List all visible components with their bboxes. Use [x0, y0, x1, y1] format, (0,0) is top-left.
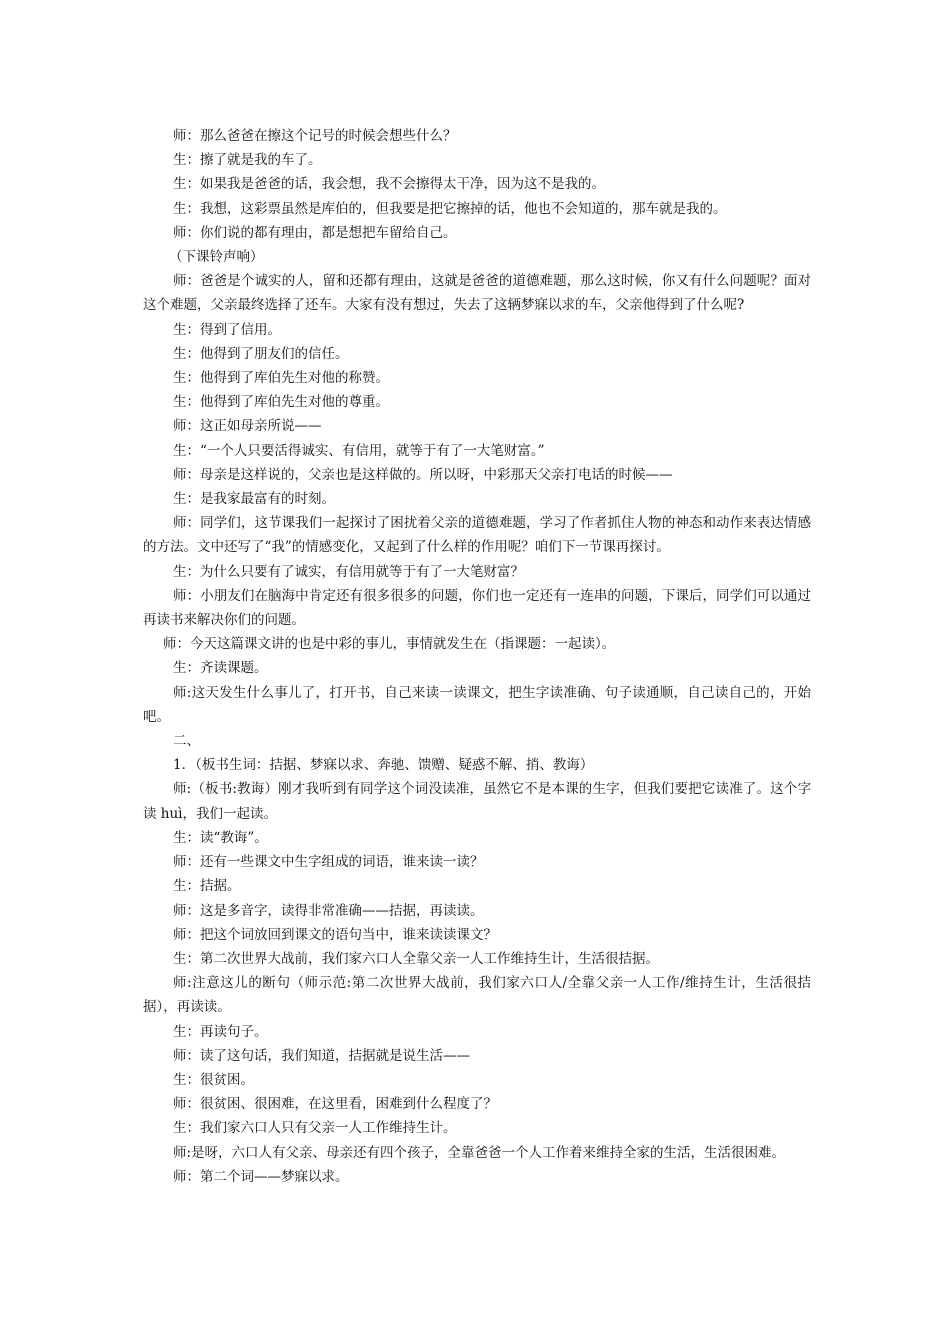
- stage-direction: （下课铃声响）: [169, 249, 264, 266]
- paragraph: 师：很贫困、很困难，在这里看，困难到什么程度了？: [173, 1096, 497, 1113]
- paragraph: 师:注意这儿的断句（师示范:第二次世界大战前，我们家六口人/全靠父亲一人工作/维持生计，生活很拮据），再读读。: [143, 975, 811, 1016]
- paragraph: 生：得到了信用。: [173, 321, 281, 338]
- paragraph: 师：把这个词放回到课文的语句当中，谁来读读课文？: [173, 926, 497, 943]
- paragraph: 生：我们家六口人只有父亲一人工作维持生计。: [173, 1120, 457, 1137]
- paragraph: 生：如果我是爸爸的话，我会想，我不会擦得太干净，因为这不是我的。: [173, 176, 605, 193]
- paragraph: 生：“一个人只要活得诚实、有信用，就等于有了一大笔财富。”: [173, 442, 545, 459]
- paragraph: 师：第二个词——梦寐以求。: [173, 1168, 349, 1185]
- paragraph: 生：我想，这彩票虽然是库伯的，但我要是把它擦掉的话，他也不会知道的，那车就是我的。: [173, 200, 727, 217]
- paragraph: 生：第二次世界大战前，我们家六口人全靠父亲一人工作维持生计，生活很拮据。: [173, 950, 659, 967]
- paragraph: 师：小朋友们在脑海中肯定还有很多很多的问题，你们也一定还有一连串的问题，下课后，同学们可以通过再读书来解决你们的问题。: [143, 587, 811, 629]
- paragraph: 生：他得到了库伯先生对他的称赞。: [173, 370, 389, 387]
- paragraph: 生：他得到了朋友们的信任。: [173, 345, 349, 362]
- paragraph: 师:（板书:教诲）刚才我听到有同学这个词没读准，虽然它不是本课的生字，但我们要把它读准了。这个字读 huì，我们一起读。: [143, 781, 811, 822]
- paragraph: 师：这是多音字，读得非常准确——拮据，再读读。: [173, 902, 484, 919]
- paragraph: 师：爸爸是个诚实的人，留和还都有理由，这就是爸爸的道德难题，那么这时候，你又有什么问题呢？面对这个难题，父亲最终选择了还车。大家有没有想过，失去了这辆梦寐以求的车，父亲他得到了什么呢?: [143, 273, 811, 314]
- paragraph: 师：还有一些课文中生字组成的词语，谁来读一读？: [173, 854, 484, 871]
- paragraph: 生：再读句子。: [173, 1023, 268, 1040]
- paragraph: 师：今天这篇课文讲的也是中彩的事儿，事情就发生在（指课题：一起读）。: [163, 636, 616, 653]
- paragraph: 师：读了这句话，我们知道，拮据就是说生活——: [173, 1047, 470, 1064]
- paragraph: 生：是我家最富有的时刻。: [173, 491, 335, 508]
- paragraph: 生：为什么只要有了诚实，有信用就等于有了一大笔财富？: [173, 563, 524, 580]
- paragraph: 1．（板书生词：拮据、梦寐以求、奔驰、馈赠、疑惑不解、捎、教诲）: [173, 757, 594, 774]
- paragraph: 生：拮据。: [173, 878, 241, 895]
- paragraph: 师：你们说的都有理由，都是想把车留给自己。: [173, 224, 457, 241]
- paragraph: 师:是呀，六口人有父亲、母亲还有四个孩子，全靠爸爸一个人工作着来维持全家的生活，生活很困难。: [173, 1144, 786, 1161]
- paragraph: 师：那么爸爸在擦这个记号的时候会想些什么？: [173, 128, 457, 144]
- paragraph: 师：这正如母亲所说——: [173, 418, 322, 435]
- section-heading: 二、: [173, 733, 200, 750]
- paragraph: 师：同学们，这节课我们一起探讨了困扰着父亲的道德难题，学习了作者抓住人物的神态和动作来表达情感的方法。文中还写了“我”的情感变化，又起到了什么样的作用呢？咱们下一节课再探讨。: [143, 515, 811, 556]
- paragraph: 师:这天发生什么事儿了，打开书，自己来读一读课文，把生字读准确、句子读通顺，自己读自己的，开始吧。: [143, 684, 811, 725]
- paragraph: 生：读“教诲”。: [173, 829, 268, 846]
- paragraph: 师：母亲是这样说的，父亲也是这样做的。所以呀，中彩那天父亲打电话的时候——: [173, 466, 673, 483]
- paragraph: 生：很贫困。: [173, 1071, 254, 1088]
- paragraph: 生：擦了就是我的车了。: [173, 152, 322, 169]
- document-body: [143, 124, 811, 1189]
- paragraph: 生：他得到了库伯先生对他的尊重。: [173, 394, 389, 411]
- paragraph: 生：齐读课题。: [173, 660, 268, 677]
